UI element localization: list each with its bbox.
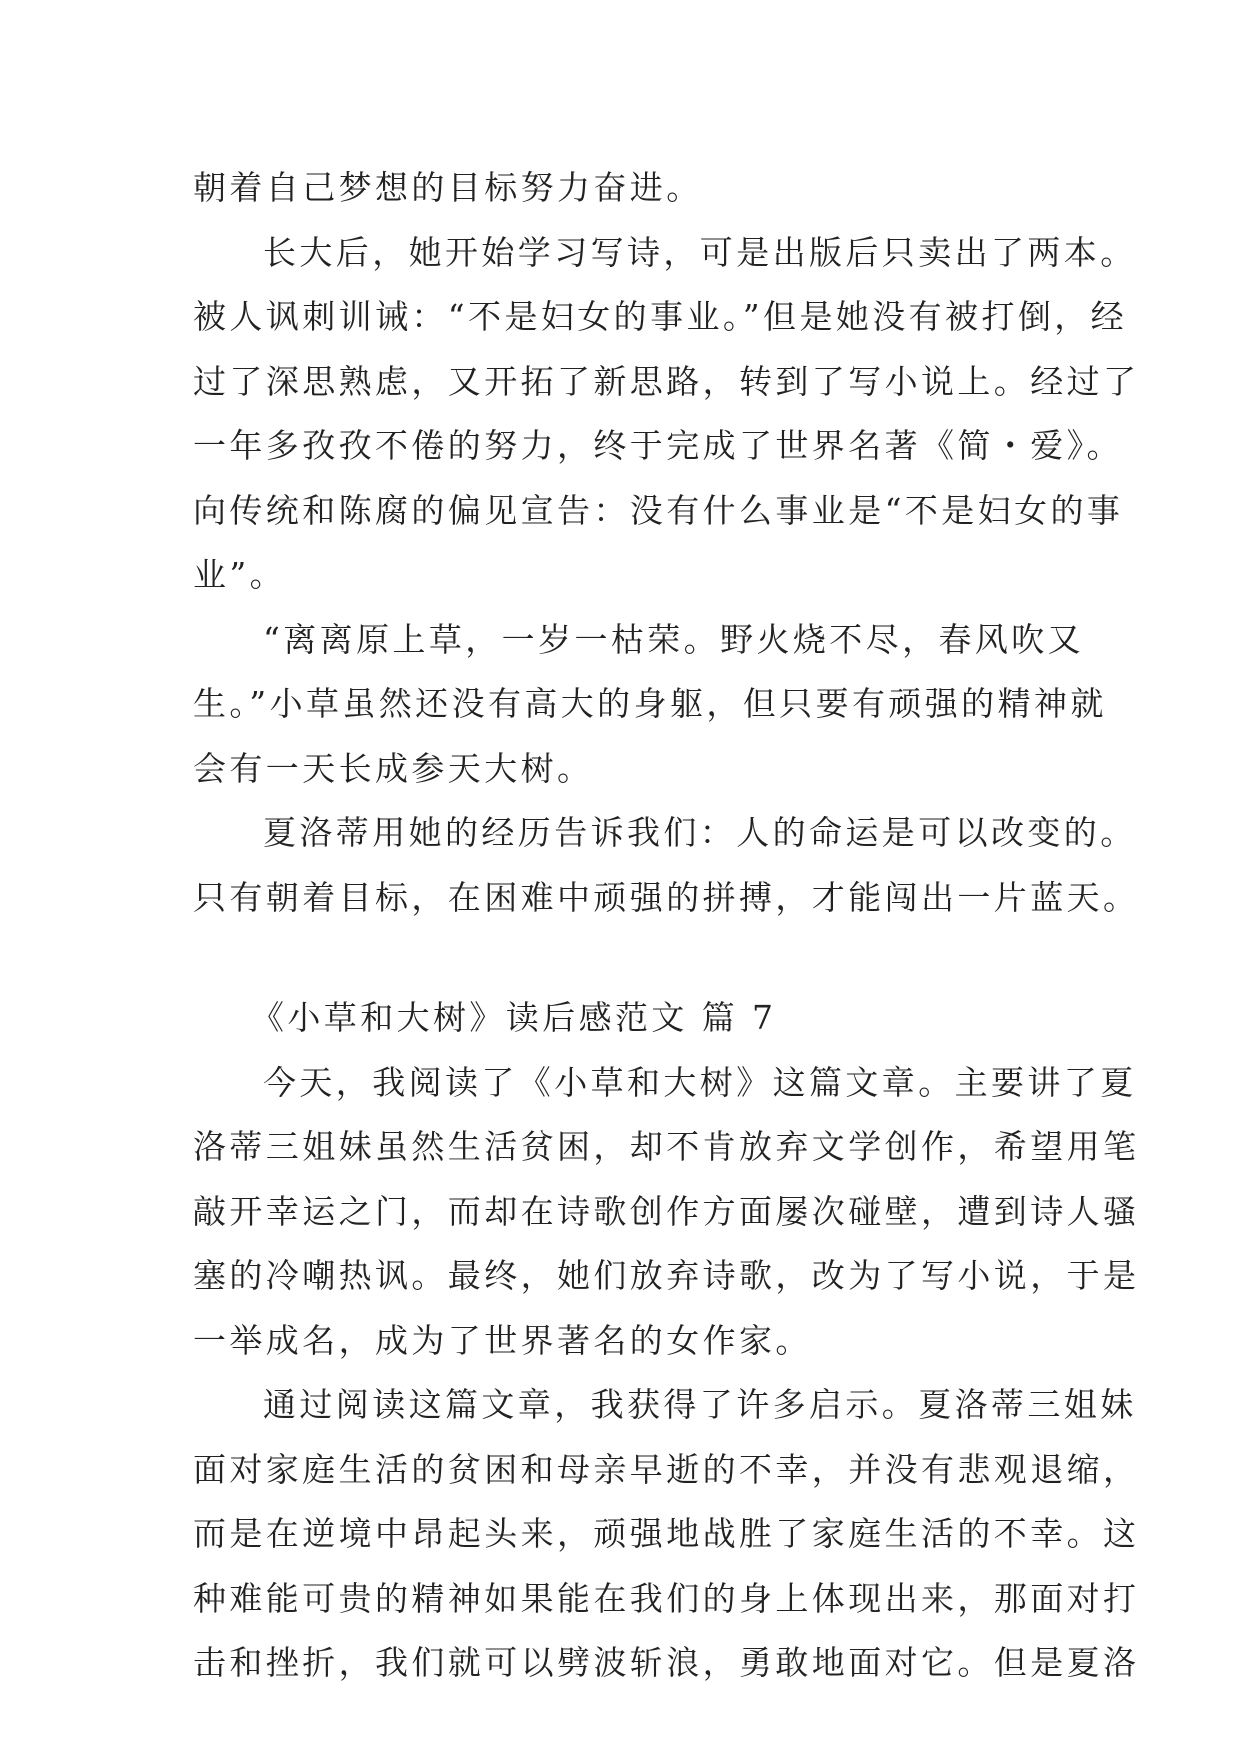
paragraph-first-line: “离离原上草，一岁一枯荣。野火烧不尽，春风吹又 [263, 619, 1085, 659]
text-line: 击和挫折，我们就可以劈波斩浪，勇敢地面对它。但是夏洛 [193, 1643, 1140, 1682]
paragraph-first-line: 通过阅读这篇文章，我获得了许多启示。夏洛蒂三姐妹 [263, 1385, 1137, 1424]
paragraph-first-line: 今天，我阅读了《小草和大树》这篇文章。主要讲了夏 [263, 1062, 1137, 1102]
section-spacer [193, 930, 1053, 986]
paragraph-first-line: 长大后，她开始学习写诗，可是出版后只卖出了两本。 [263, 232, 1137, 272]
text-line: 塞的冷嘲热讽。最终，她们放弃诗歌，改为了写小说，于是 [193, 1256, 1140, 1295]
text-line: 而是在逆境中昂起头来，顽强地战胜了家庭生活的不幸。这 [193, 1514, 1140, 1553]
paragraph-first-line: 夏洛蒂用她的经历告诉我们：人的命运是可以改变的。 [263, 813, 1137, 852]
text-line: 过了深思熟虑，又开拓了新思路，转到了写小说上。经过了 [193, 361, 1140, 401]
section-title: 《小草和大树》读后感范文 篇 7 [251, 998, 777, 1037]
text-line: 朝着自己梦想的目标努力奋进。 [193, 168, 703, 207]
text-line: 种难能可贵的精神如果能在我们的身上体现出来，那面对打 [193, 1578, 1140, 1618]
text-line: 向传统和陈腐的偏见宣告：没有什么事业是“不是妇女的事 [193, 490, 1124, 530]
text-line: 被人讽刺训诫：“不是妇女的事业。”但是她没有被打倒，经 [193, 297, 1128, 336]
text-line: 一年多孜孜不倦的努力，终于完成了世界名著《简・爱》。 [193, 426, 1123, 465]
text-line: 一举成名，成为了世界著名的女作家。 [193, 1320, 812, 1360]
text-line: 业”。 [193, 555, 287, 594]
text-line: 生。”小草虽然还没有高大的身躯，但只要有顽强的精神就 [193, 684, 1107, 723]
text-line: 只有朝着目标，在困难中顽强的拼搏，才能闯出一片蓝天。 [193, 877, 1140, 917]
text-line: 面对家庭生活的贫困和母亲早逝的不幸，并没有悲观退缩， [193, 1449, 1140, 1489]
document-body [193, 156, 1140, 1696]
text-line: 洛蒂三姐妹虽然生活贫困，却不肯放弃文学创作，希望用笔 [193, 1127, 1140, 1166]
text-line: 会有一天长成参天大树。 [193, 748, 594, 788]
text-line: 敲开幸运之门，而却在诗歌创作方面屡次碰壁，遭到诗人骚 [193, 1191, 1140, 1231]
